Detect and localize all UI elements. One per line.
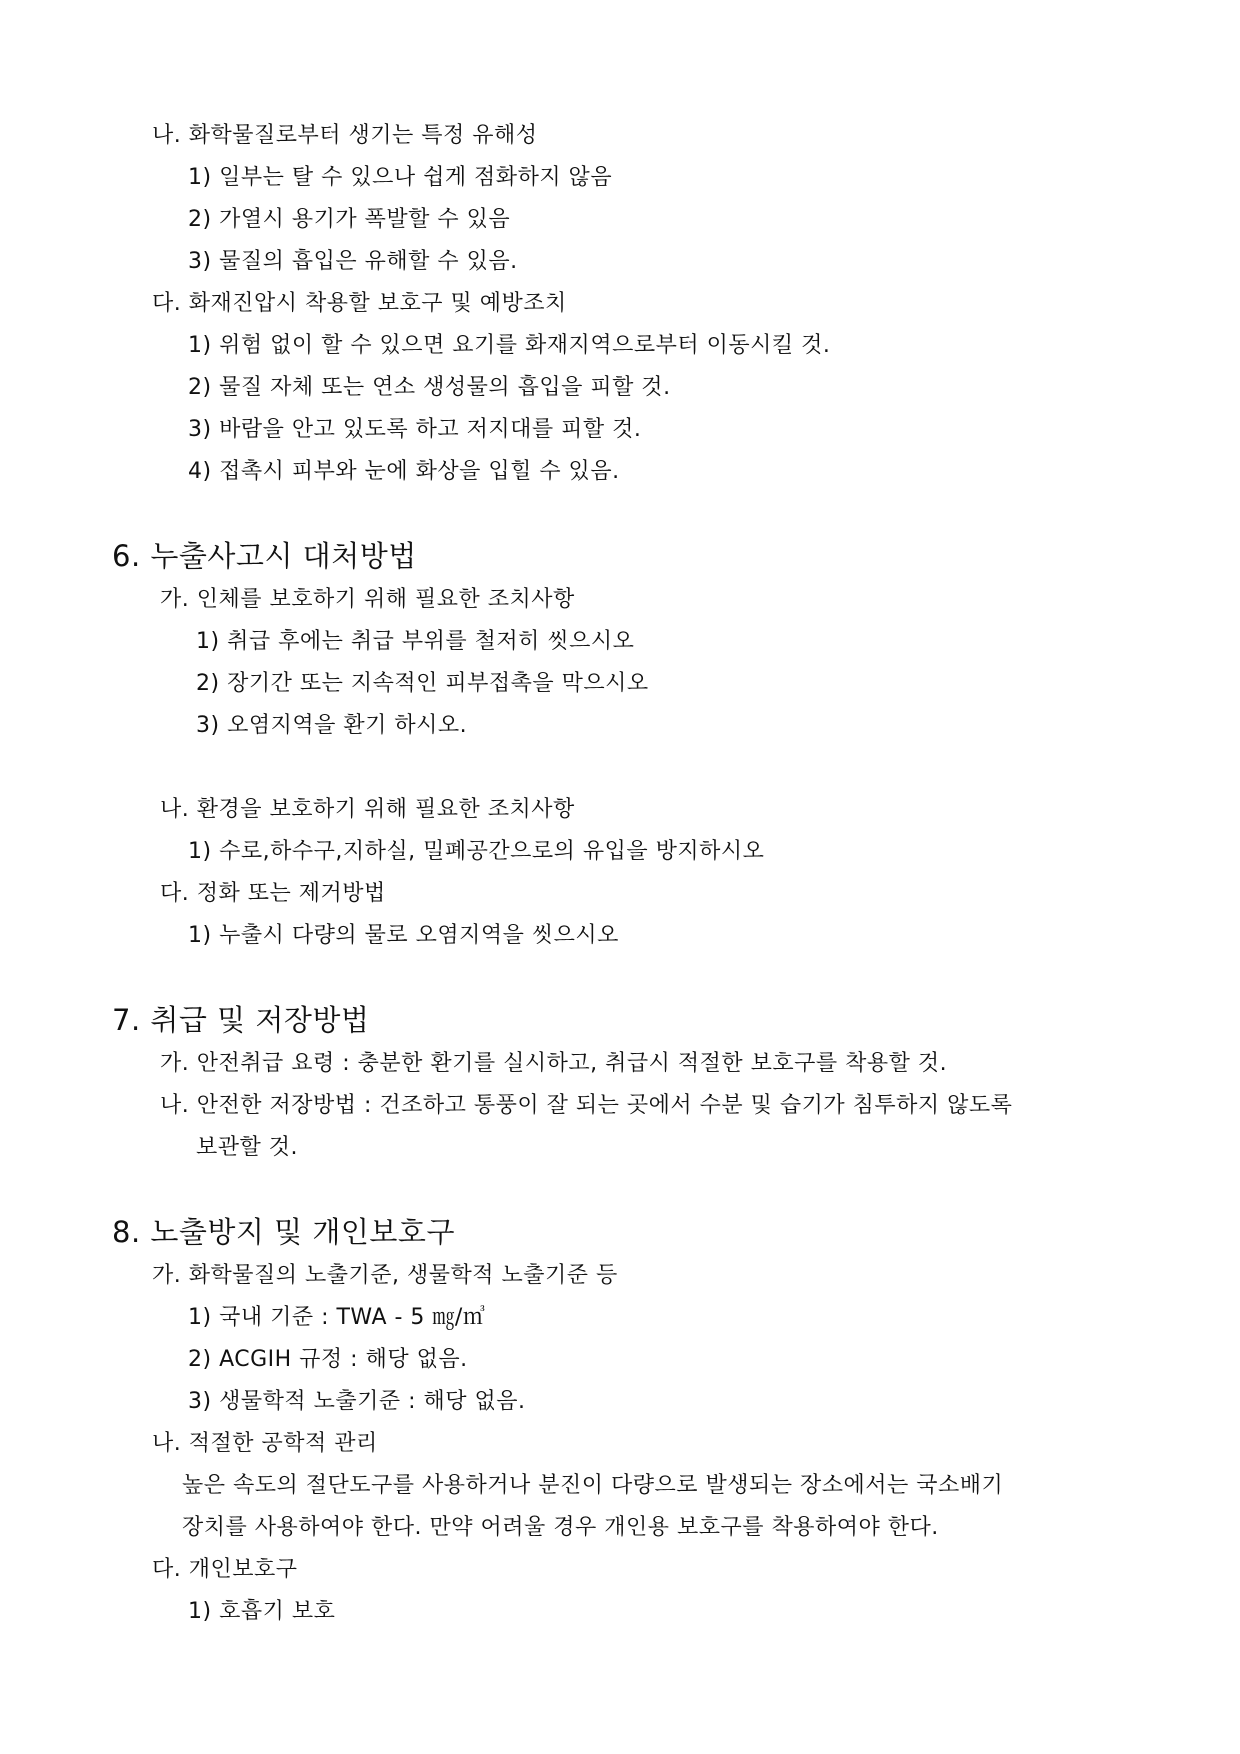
section-heading: 7. 취급 및 저장방법 [112, 1003, 370, 1037]
list-item: 1) 호흡기 보호 [188, 1599, 336, 1624]
subsection-heading: 나. 적절한 공학적 관리 [152, 1431, 378, 1456]
section-heading: 6. 누출사고시 대처방법 [112, 539, 417, 573]
subsection-heading: 가. 인체를 보호하기 위해 필요한 조치사항 [160, 587, 575, 612]
list-item: 1) 일부는 탈 수 있으나 쉽게 점화하지 않음 [188, 165, 613, 190]
list-item: 3) 생물학적 노출기준 : 해당 없음. [188, 1389, 526, 1414]
paragraph-text: 장치를 사용하여야 한다. 만약 어려울 경우 개인용 보호구를 착용하여야 한다. [182, 1515, 939, 1540]
list-item: 2) 장기간 또는 지속적인 피부접촉을 막으시오 [196, 671, 649, 696]
list-item: 3) 물질의 흡입은 유해할 수 있음. [188, 249, 518, 274]
subsection-heading: 다. 화재진압시 착용할 보호구 및 예방조치 [152, 291, 567, 316]
paragraph-text: 높은 속도의 절단도구를 사용하거나 분진이 다량으로 발생되는 장소에서는 국소배기 [182, 1473, 1004, 1498]
list-item: 2) 가열시 용기가 폭발할 수 있음 [188, 207, 511, 232]
list-item: 1) 수로,하수구,지하실, 밀폐공간으로의 유입을 방지하시오 [188, 839, 765, 864]
subsection-heading: 가. 화학물질의 노출기준, 생물학적 노출기준 등 [152, 1263, 618, 1288]
list-item: 2) 물질 자체 또는 연소 생성물의 흡입을 피할 것. [188, 375, 671, 400]
list-item: 4) 접촉시 피부와 눈에 화상을 입힐 수 있음. [188, 459, 620, 484]
subsection-heading: 나. 화학물질로부터 생기는 특정 유해성 [152, 123, 538, 148]
section-heading: 8. 노출방지 및 개인보호구 [112, 1215, 455, 1249]
subsection-heading: 가. 안전취급 요령 : 충분한 환기를 실시하고, 취급시 적절한 보호구를 착용할 것. [160, 1051, 948, 1076]
list-item: 1) 국내 기준 : TWA - 5 ㎎/㎥ [188, 1305, 486, 1330]
subsection-heading: 나. 환경을 보호하기 위해 필요한 조치사항 [160, 797, 575, 822]
list-item: 1) 위험 없이 할 수 있으면 요기를 화재지역으로부터 이동시킬 것. [188, 333, 831, 358]
list-item: 2) ACGIH 규정 : 해당 없음. [188, 1347, 468, 1372]
subsection-heading: 다. 정화 또는 제거방법 [160, 881, 386, 906]
continuation-text: 보관할 것. [196, 1135, 298, 1160]
subsection-heading: 다. 개인보호구 [152, 1557, 298, 1582]
list-item: 1) 취급 후에는 취급 부위를 철저히 씻으시오 [196, 629, 635, 654]
list-item: 1) 누출시 다량의 물로 오염지역을 씻으시오 [188, 923, 619, 948]
list-item: 3) 오염지역을 환기 하시오. [196, 713, 468, 738]
list-item: 3) 바람을 안고 있도록 하고 저지대를 피할 것. [188, 417, 642, 442]
subsection-heading: 나. 안전한 저장방법 : 건조하고 통풍이 잘 되는 곳에서 수분 및 습기가 침투하지 않도록 [160, 1093, 1013, 1118]
